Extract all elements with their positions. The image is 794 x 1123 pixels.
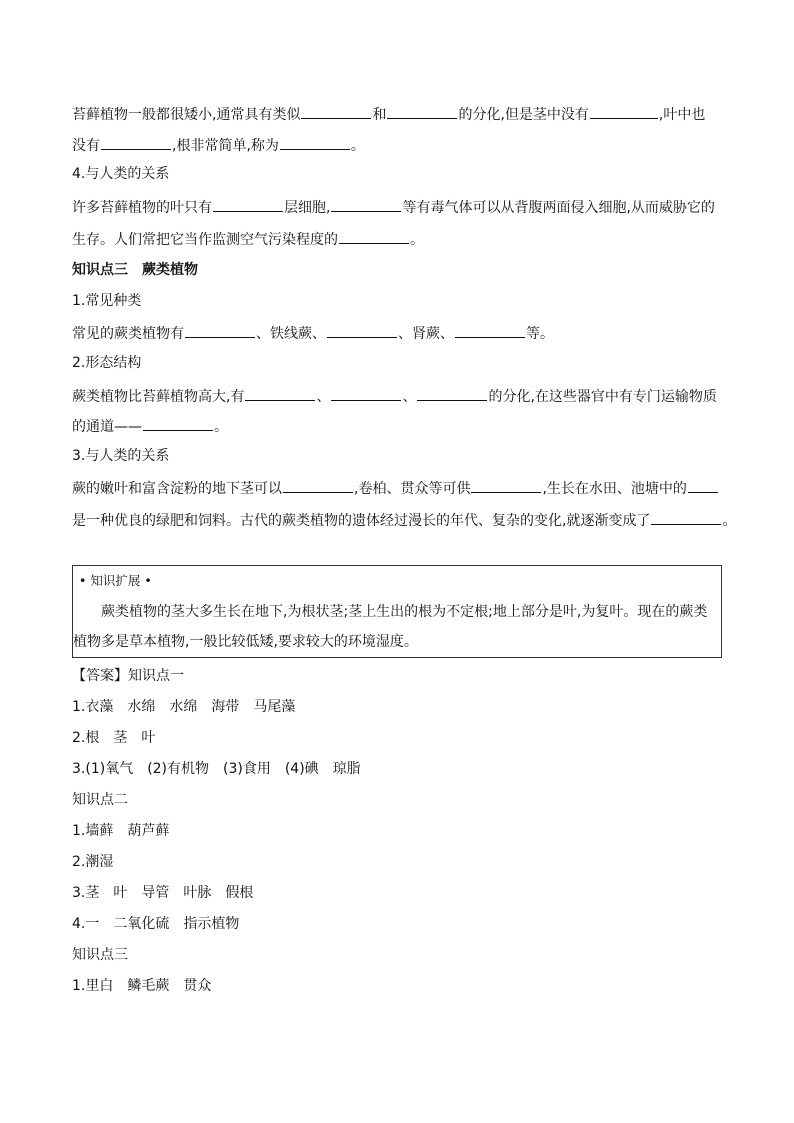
moss-relation-line-2 [72,228,424,248]
text-fragment: 没有 [72,138,100,154]
answer-line: 2.根 茎 叶 [72,730,156,746]
extension-line-1: 蕨类植物的茎大多生长在地下,为根状茎;茎上生出的根为不定根;地上部分是叶,为复叶。现在的蕨类 [101,604,708,620]
moss-relation-line-1 [72,196,715,216]
text-fragment: ,叶中也 [658,107,706,123]
answers-subheading-3: 知识点三 [72,947,128,963]
answer-blank[interactable] [301,103,371,119]
fern-form-line-2 [72,415,228,435]
answers-heading: 【答案】知识点一 [72,668,184,684]
subheading-common-types: 1.常见种类 [72,293,142,309]
answer-blank[interactable] [213,196,283,212]
subheading-morphology: 2.形态结构 [72,355,142,371]
fern-relation-line-2 [72,509,736,529]
section-title-ferns: 知识点三 蕨类植物 [72,262,198,278]
subheading-relation-fern: 3.与人类的关系 [72,448,170,464]
subheading-relation-moss: 4.与人类的关系 [72,166,170,182]
text-fragment: 等有毒气体可以从背腹两面侵入细胞,从而威胁它的 [402,200,715,216]
text-fragment: 。 [214,419,228,435]
answer-blank[interactable] [455,322,525,338]
fern-form-line-1 [72,385,717,405]
answer-line: 2.潮湿 [72,854,114,870]
answer-blank[interactable] [283,477,353,493]
text-fragment: ,卷柏、贯众等可供 [354,481,471,497]
text-fragment: 的分化,但是茎中没有 [458,107,589,123]
answer-line: 1.衣藻 水绵 水绵 海带 马尾藻 [72,699,296,715]
text-fragment: 的通道—— [72,419,142,435]
text-fragment: 。 [350,138,365,154]
fern-relation-line-1 [72,477,719,497]
text-fragment: 、 [316,389,331,405]
extension-line-2: 植物多是草本植物,一般比较低矮,要求较大的环境湿度。 [73,634,418,650]
text-fragment: 苔藓植物一般都很矮小,通常具有类似 [72,107,301,123]
answer-blank[interactable] [387,103,457,119]
text-fragment: 生存。人们常把它当作监测空气污染程度的 [72,232,338,248]
knowledge-extension-box [72,565,722,658]
answer-blank[interactable] [339,228,409,244]
text-fragment: 、肾蕨、 [398,326,454,342]
text-fragment: 和 [372,107,387,123]
answer-blank[interactable] [280,134,350,150]
answer-line: 3.茎 叶 导管 叶脉 假根 [72,885,254,901]
answer-blank[interactable] [101,134,171,150]
answer-blank[interactable] [651,509,721,525]
extension-title: • 知识扩展 • [79,573,152,588]
text-fragment: 、 [402,389,417,405]
text-fragment: 等。 [526,326,554,342]
text-fragment: 常见的蕨类植物有 [72,326,184,342]
text-fragment: 。 [722,513,737,529]
moss-structure-line-2 [72,134,365,154]
answer-line: 1.墙藓 葫芦藓 [72,823,170,839]
text-fragment: ,生长在水田、池塘中的 [542,481,687,497]
text-fragment: 蕨的嫩叶和富含淀粉的地下茎可以 [72,481,282,497]
answer-blank[interactable] [471,477,541,493]
answer-blank[interactable] [688,477,718,493]
text-fragment: 许多苔藓植物的叶只有 [72,200,212,216]
answer-blank[interactable] [327,322,397,338]
text-fragment: 。 [410,232,424,248]
moss-structure-line-1 [72,103,705,123]
text-fragment: ,根非常简单,称为 [172,138,279,154]
text-fragment: 蕨类植物比苔藓植物高大,有 [72,389,245,405]
answer-blank[interactable] [143,415,213,431]
text-fragment: 的分化,在这些器官中有专门运输物质 [488,389,717,405]
text-fragment: 、铁线蕨、 [256,326,326,342]
answer-blank[interactable] [331,196,401,212]
answer-blank[interactable] [331,385,401,401]
answer-blank[interactable] [417,385,487,401]
text-fragment: 是一种优良的绿肥和饲料。古代的蕨类植物的遗体经过漫长的年代、复杂的变化,就逐渐变成了 [72,513,651,529]
answer-blank[interactable] [245,385,315,401]
answer-blank[interactable] [590,103,658,119]
answers-subheading-2: 知识点二 [72,792,128,808]
fern-common-line [72,322,554,342]
answer-line: 4.一 二氧化硫 指示植物 [72,916,240,932]
answer-line: 1.里白 鳞毛蕨 贯众 [72,978,212,994]
answer-line: 3.(1)氧气 (2)有机物 (3)食用 (4)碘 琼脂 [72,761,361,777]
text-fragment: 层细胞, [284,200,331,216]
answer-blank[interactable] [185,322,255,338]
